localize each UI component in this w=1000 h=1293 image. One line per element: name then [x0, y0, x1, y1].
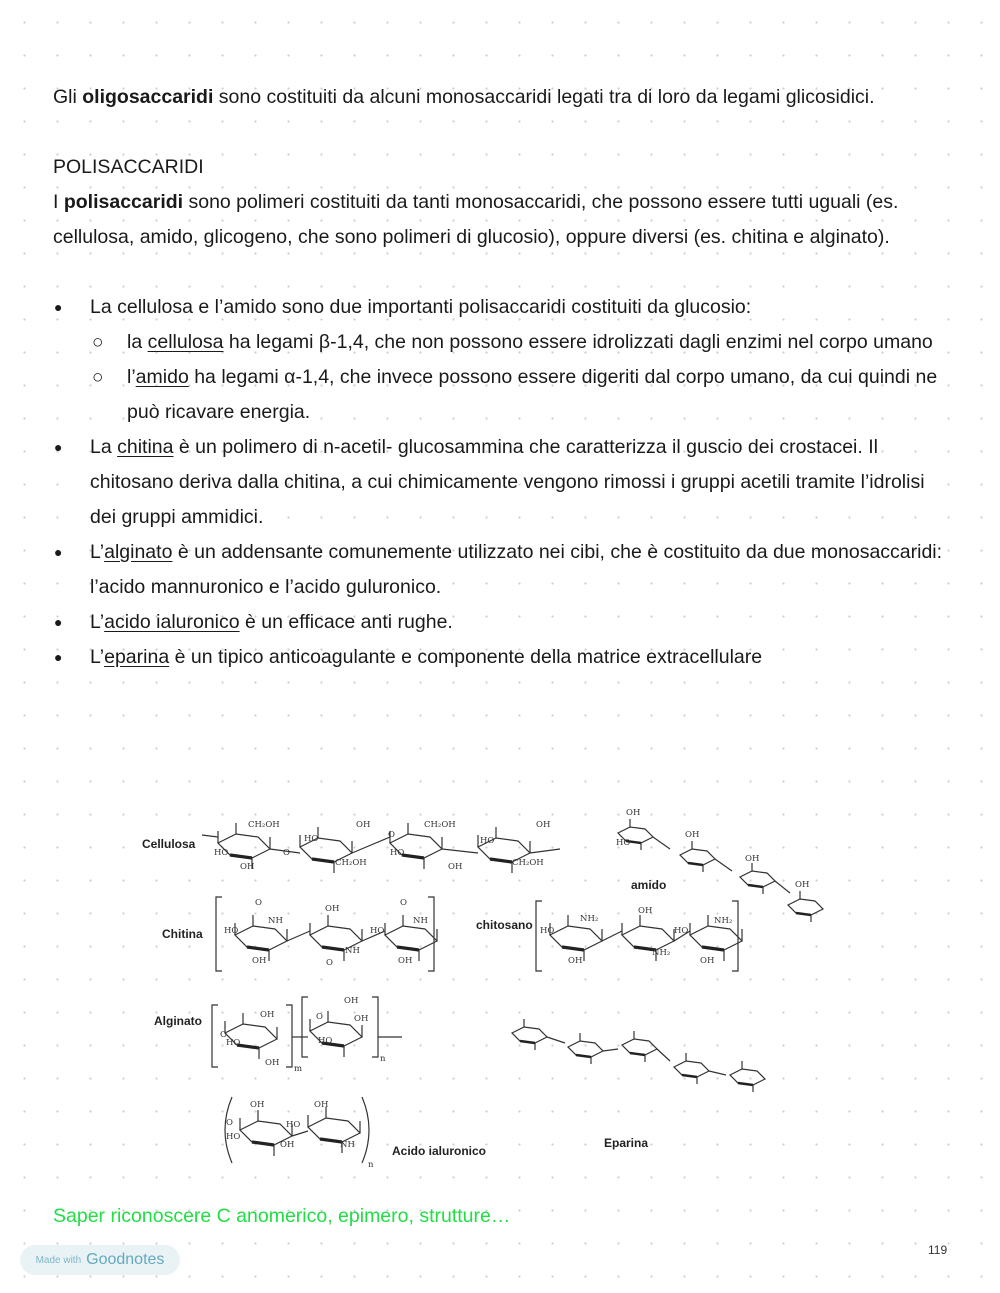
atom-label: HO: [214, 848, 229, 858]
atom-label: CH₂OH: [248, 820, 280, 830]
atom-label: CH₂OH: [512, 858, 544, 868]
atom-label: OH: [626, 808, 641, 818]
atom-label: O: [388, 830, 395, 840]
section-heading: POLISACCARIDI: [53, 156, 204, 178]
made-with-goodnotes-badge: [20, 1245, 180, 1275]
atom-label: NH₂: [652, 948, 671, 958]
text: ha legami α-1,4, che invece possono essere digeriti dal corpo umano, da cui quindi ne può ricavare energia.: [127, 366, 938, 423]
atom-label: HO: [304, 834, 319, 844]
atom-label: OH: [398, 956, 413, 966]
text: I: [53, 191, 64, 213]
text: la: [127, 331, 148, 353]
oligosaccharides-paragraph: [53, 80, 953, 115]
label-alginato: Alginato: [154, 1014, 202, 1028]
atom-label: OH: [260, 1010, 275, 1020]
atom-label: OH: [638, 906, 653, 916]
atom-label: HO: [480, 836, 495, 846]
atom-label: HO: [540, 926, 555, 936]
list-item: [53, 535, 953, 605]
atom-label: O: [220, 1030, 227, 1040]
label-acido-ialuronico: Acido ialuronico: [392, 1144, 487, 1158]
list-item: [53, 290, 953, 430]
atom-label: HO: [390, 848, 405, 858]
atom-label: n: [368, 1160, 374, 1170]
atom-label: OH: [240, 862, 255, 872]
atom-label: NH: [268, 916, 283, 926]
list-item: [53, 430, 953, 535]
goodnotes-logo: Goodnotes: [86, 1251, 165, 1268]
label-chitosano: chitosano: [476, 918, 533, 932]
atom-label: OH: [568, 956, 583, 966]
atom-label: NH: [340, 1140, 355, 1150]
atom-label: HO: [224, 926, 239, 936]
atom-label: O: [400, 898, 407, 908]
label-chitina: Chitina: [162, 927, 203, 941]
polysaccharides-paragraph: [53, 185, 953, 255]
list-item: [53, 605, 953, 640]
list-item: [90, 325, 953, 360]
atom-label: HO: [226, 1038, 241, 1048]
atom-label: O: [255, 898, 262, 908]
atom-label: OH: [448, 862, 463, 872]
atom-label: O: [283, 848, 290, 858]
text: L’: [90, 646, 105, 668]
underlined-term: cellulosa: [147, 331, 224, 353]
atom-label: HO: [370, 926, 385, 936]
atom-label: OH: [280, 1140, 295, 1150]
page-number: 119: [928, 1243, 948, 1257]
atom-label: OH: [700, 956, 715, 966]
atom-label: HO: [286, 1120, 301, 1130]
badge-small-text: Made with: [35, 1254, 82, 1266]
atom-label: OH: [795, 880, 810, 890]
underlined-term: alginato: [104, 541, 173, 563]
handwritten-note: Saper riconoscere C anomerico, epimero, strutture…: [53, 1205, 511, 1227]
label-amido: amido: [631, 878, 667, 892]
text: L’: [90, 541, 105, 563]
list-item: [53, 640, 953, 675]
text: è un tipico anticoagulante e componente della matrice extracellulare: [169, 646, 763, 668]
atom-label: OH: [314, 1100, 329, 1110]
underlined-term: acido ialuronico: [104, 611, 240, 633]
text: è un polimero di n-acetil- glucosammina che caratterizza il guscio dei crostacei. Il chitosano deriva dalla chitina, a cui chimicamente vengono rimossi i gruppi acetili tramite l’idrolisi dei gruppi ammidici.: [90, 436, 925, 528]
atom-label: OH: [265, 1058, 280, 1068]
atom-label: HO: [674, 926, 689, 936]
atom-label: HO: [616, 838, 631, 848]
atom-label: O: [326, 958, 333, 968]
underlined-term: eparina: [104, 646, 170, 668]
structures-svg: [140, 805, 850, 1175]
text: Gli: [53, 86, 83, 108]
text: sono costituiti da alcuni monosaccaridi legati tra di loro da legami glicosidici.: [213, 86, 875, 108]
bullet-list: [53, 290, 953, 675]
text: La: [90, 436, 118, 458]
atom-label: HO: [226, 1132, 241, 1142]
list-item: [90, 360, 953, 430]
atom-label: O: [226, 1118, 233, 1128]
atom-label: OH: [356, 820, 371, 830]
sub-list: [90, 325, 953, 430]
atom-label: NH₂: [580, 914, 599, 924]
text: è un addensante comunemente utilizzato nei cibi, che è costituito da due monosaccaridi: l’acido mannuronico e l’acido guluronico.: [90, 541, 943, 598]
underlined-term: amido: [135, 366, 189, 388]
atom-label: OH: [745, 854, 760, 864]
atom-label: CH₂OH: [424, 820, 456, 830]
atom-label: NH: [345, 946, 360, 956]
atom-label: OH: [252, 956, 267, 966]
atom-label: OH: [354, 1014, 369, 1024]
text: l’: [127, 366, 136, 388]
underlined-term: chitina: [117, 436, 174, 458]
atom-label: OH: [344, 996, 359, 1006]
note-page: [53, 80, 953, 675]
text: è un efficace anti rughe.: [239, 611, 453, 633]
text: sono polimeri costituiti da tanti monosaccaridi, che possono essere tutti uguali (es. cellulosa, amido, glicogeno, che sono polimeri di glucosio), oppure diversi (es. chitina e alginato).: [53, 191, 899, 248]
atom-label: OH: [325, 904, 340, 914]
atom-label: n: [380, 1054, 386, 1064]
polysaccharide-structures-figure: [140, 805, 850, 1175]
label-eparina: Eparina: [604, 1136, 649, 1150]
label-cellulosa: Cellulosa: [142, 837, 196, 851]
atom-label: m: [294, 1064, 303, 1074]
text: La cellulosa e l’amido sono due importanti polisaccaridi costituiti da glucosio:: [90, 296, 752, 318]
text: L’: [90, 611, 105, 633]
atom-label: HO: [318, 1036, 333, 1046]
atom-label: OH: [536, 820, 551, 830]
atom-label: O: [316, 1012, 323, 1022]
atom-label: CH₂OH: [335, 858, 367, 868]
atom-label: NH: [413, 916, 428, 926]
bold-term: oligosaccaridi: [82, 86, 214, 108]
bold-term: polisaccaridi: [63, 191, 184, 213]
text: ha legami β-1,4, che non possono essere idrolizzati dagli enzimi nel corpo umano: [223, 331, 933, 353]
atom-label: OH: [685, 830, 700, 840]
atom-label: OH: [250, 1100, 265, 1110]
atom-label: NH₂: [714, 916, 733, 926]
